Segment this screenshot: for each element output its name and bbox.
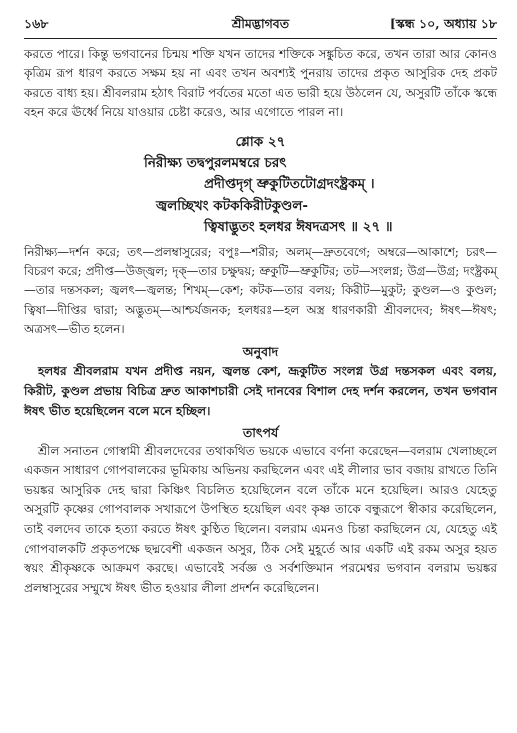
book-title: শ্রীমদ্ভাগবত: [231, 16, 290, 31]
verse-heading: শ্লোক ২৭: [235, 133, 286, 150]
word-synonyms: নিরীক্ষ্য—দর্শন করে; তৎ—প্রলম্বাসুরের; বপুঃ—শরীর; অলম্—দ্রুতবেগে; অম্বরে—আকাশে; চরৎ—বিচরণ করে; প্রদীপ্ত—উজ্জ্বল; দৃক্—তার চক্ষুদ্বয়; ভ্রুকুটি—ভ্রুকুটির; তট—সংলগ্ন; উগ্র—উগ্র; দংষ্ট্রকম্—তার দন্তসকল; জ্বলৎ—জ্বলন্ত; শিখম্—কেশ; কটক—তার বলয়; কিরীট—মুকুট; কুণ্ডল—ও কুণ্ডল; ত্বিষা—দীপ্তির দ্বারা; অদ্ভুতম্—আশ্চর্যজনক; হলধরঃ—হল অস্ত্র ধারণকারী শ্রীবলদেব; ঈষৎ—ঈষৎ; অত্রসৎ—ভীত হলেন।: [24, 244, 497, 337]
purport-heading: তাৎপর্য: [242, 424, 279, 440]
verse-line: নিরীক্ষ্য তদ্বপুরলমম্বরে চরৎ: [144, 154, 287, 171]
header-divider: [24, 38, 497, 39]
verse-line: প্রদীপ্তদৃগ্ ভ্রুকুটিতটোগ্রদংষ্ট্রকম্ ।: [204, 176, 375, 193]
verse-text: [24, 153, 497, 239]
purport-section: [24, 442, 497, 599]
verse-line: ত্বিষাদ্ভুতং হলধর ঈষদত্রসৎ ॥ ২৭ ॥: [204, 219, 393, 236]
translation-text: হলধর শ্রীবলরাম যখন প্রদীপ্ত নয়ন, জ্বলন্ত কেশ, ভ্রূকুটিত সংলগ্ন উগ্র দন্তসকল এবং বলয়, কিরীট, কুণ্ডল প্রভায় বিচিত্র দ্রুত আকাশচারী সেই দানবের বিশাল দেহ দর্শন করলেন, তখন ভগবান ঈষৎ ভীত হয়েছিলেন বলে মনে হচ্ছিল।: [24, 363, 497, 418]
verse-line: জ্বলচ্ছিখং কটককিরীটকুণ্ডল-: [156, 197, 309, 214]
page-header: [24, 14, 497, 34]
intro-paragraph: করতে পারে। কিন্তু ভগবানের চিন্ময় শক্তি যখন তাদের শক্তিকে সঙ্কুচিত করে, তখন তারা আর কোনও কৃত্রিম রূপ ধারণ করতে সক্ষম হয় না এবং তখন অবশ্যই পুনরায় তাদের প্রকৃত আসুরিক দেহ প্রকট করতে বাধ্য হয়। শ্রীবলরাম হঠাৎ বিরাট পর্বতের মতো এত ভারী হয়ে উঠলেন যে, অসুরটি তাঁকে স্কন্ধে বহন করে ঊর্ধ্বে নিয়ে যাওয়ার চেষ্টা করেও, আর এগোতে পারল না।: [24, 47, 497, 120]
purport-text: শ্রীল সনাতন গোস্বামী শ্রীবলদেবের তথাকথিত ভয়কে এভাবে বর্ণনা করেছেন—বলরাম খেলাচ্ছলে একজন সাধারণ গোপবালকের ভূমিকায় অভিনয় করছিলেন এবং এই লীলার ভাব বজায় রাখতে তিনি ভয়ঙ্কর আসুরিক দেহ দ্বারা কিঞ্চিৎ বিচলিত হয়েছিলেন বলে তাঁকে মনে হয়েছিল। আরও যেহেতু অসুরটি কৃষ্ণের গোপবালক সখারূপে উপস্থিত হয়েছিল এবং কৃষ্ণ তাকে বন্ধুরূপে স্বীকার করেছিলেন, তাই বলদেব তাকে হত্যা করতে ঈষৎ কুণ্ঠিত ছিলেন। বলরাম এমনও চিন্তা করছিলেন যে, যেহেতু এই গোপবালকটি প্রকৃতপক্ষে ছদ্মবেশী একজন অসুর, ঠিক সেই মুহূর্তে আর একটি এই রকম অসুর হয়ত স্বয়ং শ্রীকৃষ্ণকে আক্রমণ করছে। এভাবেই সর্বজ্ঞ ও সর্বশক্তিমান পরমেশ্বর ভগবান বলরাম ভয়ঙ্কর প্রলম্বাসুরের সম্মুখে ঈষৎ ভীত হওয়ার লীলা প্রদর্শন করেছিলেন।: [24, 443, 497, 595]
chapter-reference: [স্কন্ধ ১০, অধ্যায় ১৮: [389, 16, 497, 31]
page-number: ১৬৮: [24, 16, 49, 31]
translation-heading: অনুবাদ: [242, 343, 279, 359]
